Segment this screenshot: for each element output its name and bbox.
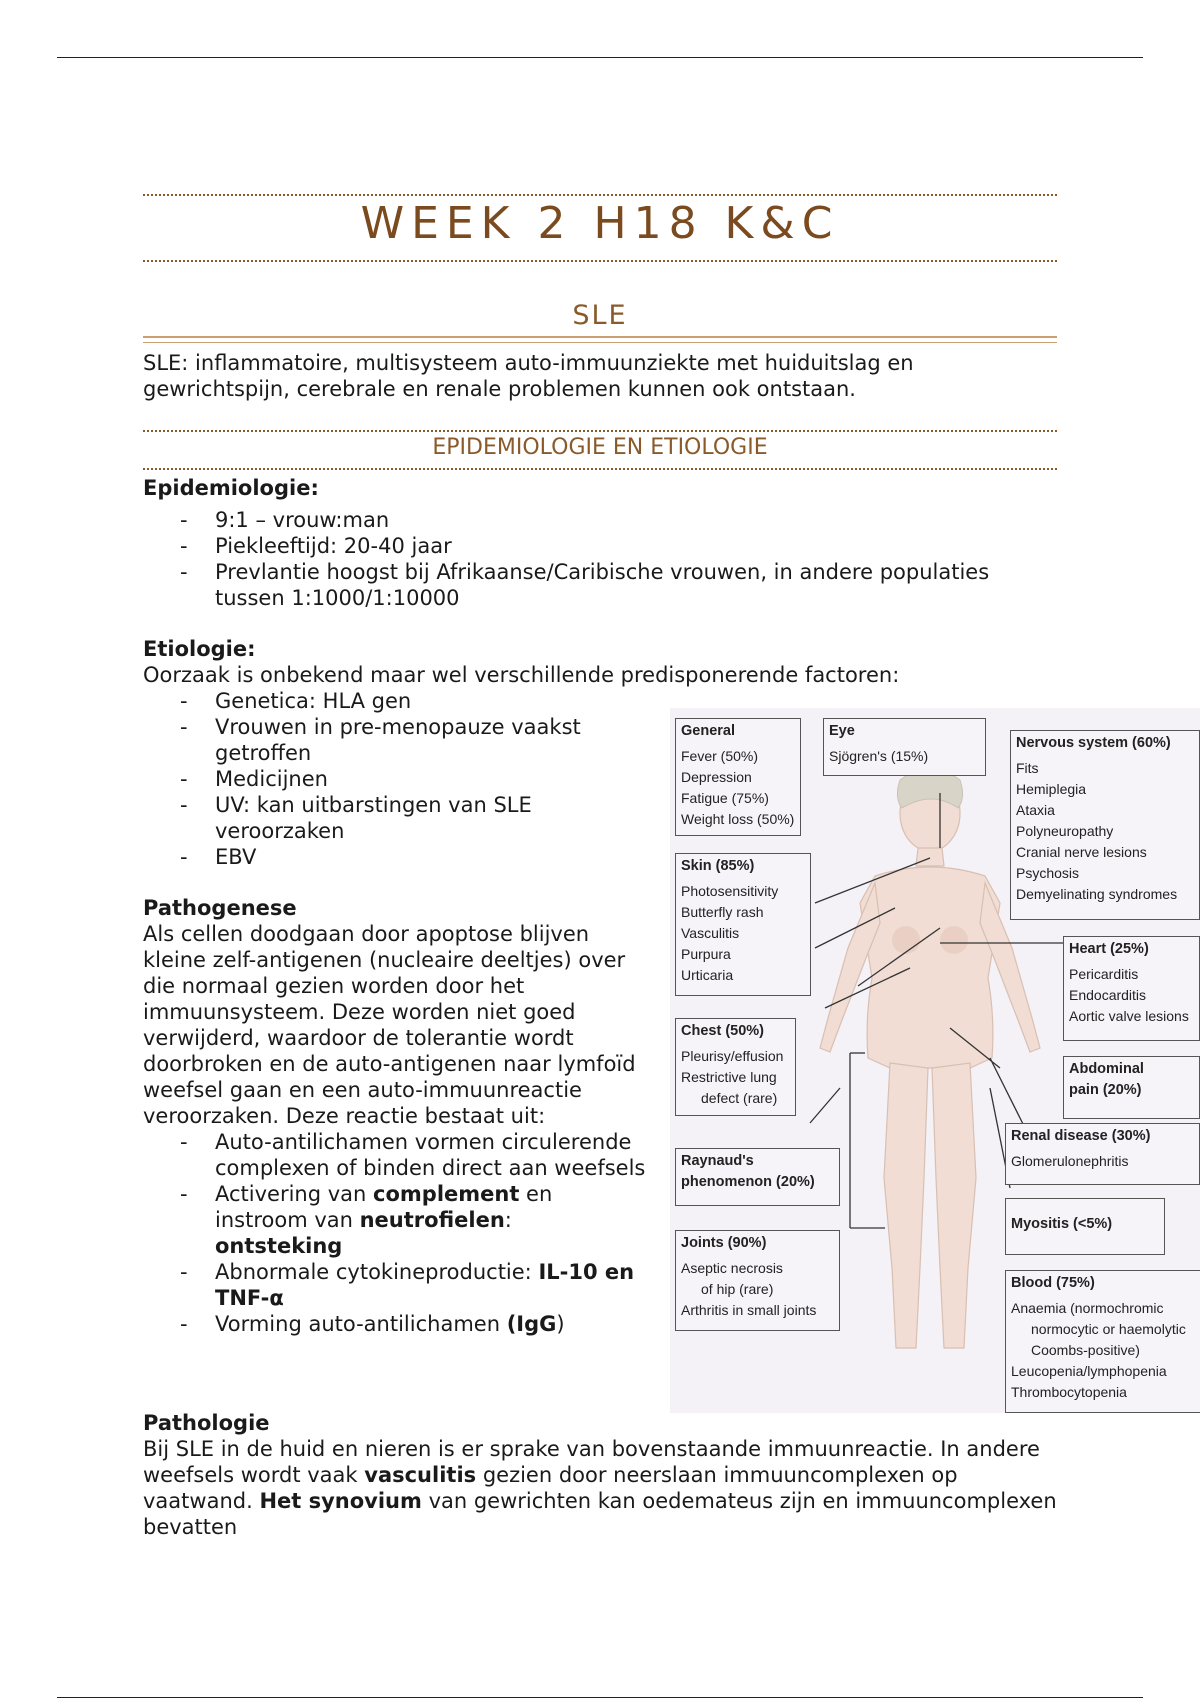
- box-heading: Myositis (<5%): [1011, 1216, 1113, 1232]
- box-item: of hip (rare): [701, 1281, 774, 1297]
- list-item: [143, 1181, 663, 1259]
- list-item: - Genetica: HLA gen: [143, 688, 623, 714]
- term-neutrofielen: neutrofielen: [359, 1208, 505, 1232]
- box-heading: Raynaud's: [681, 1153, 754, 1169]
- term-igg: (IgG: [506, 1312, 557, 1336]
- box-item: Fatigue (75%): [681, 790, 769, 806]
- box-item: normocytic or haemolytic: [1031, 1321, 1186, 1337]
- box-heading: phenomenon (20%): [681, 1174, 815, 1190]
- list-item: - UV: kan uitbarstingen van SLE veroorzaken: [143, 792, 623, 844]
- pathologie-heading: Pathologie: [143, 1411, 270, 1435]
- renal-disease-box: [1005, 1123, 1200, 1185]
- list-item: - Piekleeftijd: 20-40 jaar: [143, 533, 1057, 559]
- abdominal-box: [1063, 1056, 1200, 1119]
- box-item: Vasculitis: [681, 925, 740, 941]
- box-item: Coombs-positive): [1031, 1342, 1140, 1358]
- page-bottom-rule: [57, 1697, 1143, 1698]
- list-item: - Auto-antilichamen vormen circulerende complexen of binden direct aan weefsels: [143, 1129, 663, 1181]
- box-item: Photosensitivity: [681, 883, 779, 899]
- box-heading: Heart (25%): [1069, 941, 1149, 957]
- etiologie-intro: Oorzaak is onbekend maar wel verschillende predisponerende factoren:: [143, 663, 900, 687]
- term-cytokines: IL-10 en TNF-α: [215, 1260, 635, 1310]
- subsection-header: [143, 430, 1057, 470]
- text: en instroom van: [215, 1182, 553, 1232]
- etiologie-list: [143, 688, 623, 870]
- text: ): [556, 1312, 565, 1336]
- sle-intro: SLE: inflammatoire, multisysteem auto-immuunziekte met huiduitslag en gewrichtspijn, cerebrale en renale problemen kunnen ook ontstaan.: [143, 351, 914, 401]
- box-item: Aseptic necrosis: [681, 1260, 783, 1276]
- box-item: defect (rare): [701, 1090, 778, 1106]
- chest-box: [675, 1018, 796, 1116]
- eye-box: [823, 718, 986, 776]
- box-item: Cranial nerve lesions: [1016, 844, 1147, 860]
- box-item: Leucopenia/lymphopenia: [1011, 1363, 1167, 1379]
- box-heading: Eye: [829, 723, 855, 739]
- box-item: Restrictive lung: [681, 1069, 777, 1085]
- list-item: - EBV: [143, 844, 623, 870]
- page-top-rule: [57, 57, 1143, 58]
- joints-box: [675, 1230, 840, 1331]
- box-item: Fits: [1016, 760, 1039, 776]
- box-item: Glomerulonephritis: [1011, 1153, 1129, 1169]
- pathogenese-block: [143, 895, 658, 1337]
- epidemiologie-list: [143, 507, 1057, 611]
- list-item: - Prevlantie hoogst bij Afrikaanse/Caribische vrouwen, in andere populaties tussen 1:1000/1:10000: [143, 559, 1057, 611]
- box-item: Ataxia: [1016, 802, 1055, 818]
- box-item: Psychosis: [1016, 865, 1080, 881]
- box-item: Purpura: [681, 946, 731, 962]
- box-item: Demyelinating syndromes: [1016, 886, 1178, 902]
- box-heading: Nervous system (60%): [1016, 735, 1171, 751]
- blood-box: [1005, 1270, 1200, 1413]
- heart-box: [1063, 936, 1200, 1041]
- pathogenese-list: [143, 1129, 663, 1337]
- text: Abnormale cytokineproductie:: [215, 1260, 539, 1284]
- box-item: Sjögren's (15%): [829, 748, 929, 764]
- pathogenese-text: Als cellen doodgaan door apoptose blijven kleine zelf-antigenen (nucleaire deeltjes) over die normaal gezien worden door het immuunsysteem. Deze worden niet goed verwijderd, waardoor de tolerantie wordt doorbroken en de auto-antigenen naar lymfoïd weefsel gaan en een auto-immuunreactie veroorzaken. Deze reactie bestaat uit:: [143, 922, 636, 1128]
- pathogenese-heading: Pathogenese: [143, 896, 297, 920]
- box-item: Anaemia (normochromic: [1011, 1300, 1164, 1316]
- section-double-rule: [143, 336, 1057, 343]
- list-item: - 9:1 – vrouw:man: [143, 507, 1057, 533]
- box-item: Aortic valve lesions: [1069, 1008, 1189, 1024]
- text: gezien door neerslaan immuuncomplexen op vaatwand.: [143, 1463, 958, 1513]
- myositis-box: [1005, 1198, 1165, 1255]
- box-heading: Abdominal: [1069, 1061, 1144, 1077]
- box-item: Urticaria: [681, 967, 734, 983]
- box-item: Butterfly rash: [681, 904, 764, 920]
- title-dotted-rule-top: [143, 194, 1057, 196]
- nervous-system-box: [1010, 730, 1200, 920]
- text: :: [504, 1208, 512, 1232]
- list-item: [143, 1311, 663, 1337]
- box-heading: Blood (75%): [1011, 1275, 1095, 1291]
- subsection-title: EPIDEMIOLOGIE EN ETIOLOGIE: [432, 435, 768, 460]
- pathologie-text: [143, 1436, 1057, 1540]
- raynaud-box: [675, 1148, 840, 1206]
- text: Bij SLE in de huid en nieren is er sprake van bovenstaande immuunreactie. In andere weefsels wordt vaak: [143, 1437, 1040, 1487]
- text: van gewrichten kan oedemateus zijn en immuuncomplexen bevatten: [143, 1489, 1057, 1539]
- general-box: [675, 718, 801, 836]
- document-title: WEEK 2 H18 K&C: [360, 198, 840, 249]
- box-heading: pain (20%): [1069, 1082, 1142, 1098]
- term-synovium: Het synovium: [259, 1489, 422, 1513]
- etiologie-heading: Etiologie:: [143, 637, 256, 661]
- pathologie-block: [143, 1410, 1057, 1540]
- box-heading: Chest (50%): [681, 1023, 764, 1039]
- box-heading: Renal disease (30%): [1011, 1128, 1151, 1144]
- box-item: Arthritis in small joints: [681, 1302, 817, 1318]
- skin-box: [675, 853, 811, 996]
- term-vasculitis: vasculitis: [364, 1463, 477, 1487]
- text: Vorming auto-antilichamen: [215, 1312, 507, 1336]
- box-item: Thrombocytopenia: [1011, 1384, 1127, 1400]
- box-heading: General: [681, 723, 735, 739]
- female-body-silhouette: [820, 775, 1040, 1348]
- box-item: Depression: [681, 769, 752, 785]
- list-item: - Vrouwen in pre-menopauze vaakst getroffen: [143, 714, 623, 766]
- sle-manifestations-figure: [670, 708, 1200, 1413]
- box-item: Weight loss (50%): [681, 811, 795, 827]
- box-item: Endocarditis: [1069, 987, 1147, 1003]
- box-item: Hemiplegia: [1016, 781, 1087, 797]
- epidemiologie-block: [143, 475, 1057, 611]
- box-heading: Skin (85%): [681, 858, 755, 874]
- term-complement: complement: [373, 1182, 520, 1206]
- term-ontsteking: ontsteking: [215, 1234, 343, 1258]
- box-item: Polyneuropathy: [1016, 823, 1114, 839]
- box-item: Pleurisy/effusion: [681, 1048, 784, 1064]
- list-item: [143, 1259, 663, 1311]
- section-title-sle: SLE: [572, 300, 628, 331]
- box-heading: Joints (90%): [681, 1235, 767, 1251]
- list-item: - Medicijnen: [143, 766, 623, 792]
- title-dotted-rule-bottom: [143, 260, 1057, 262]
- box-item: Fever (50%): [681, 748, 759, 764]
- box-item: Pericarditis: [1069, 966, 1139, 982]
- epidemiologie-heading: Epidemiologie:: [143, 476, 319, 500]
- text: Activering van: [215, 1182, 374, 1206]
